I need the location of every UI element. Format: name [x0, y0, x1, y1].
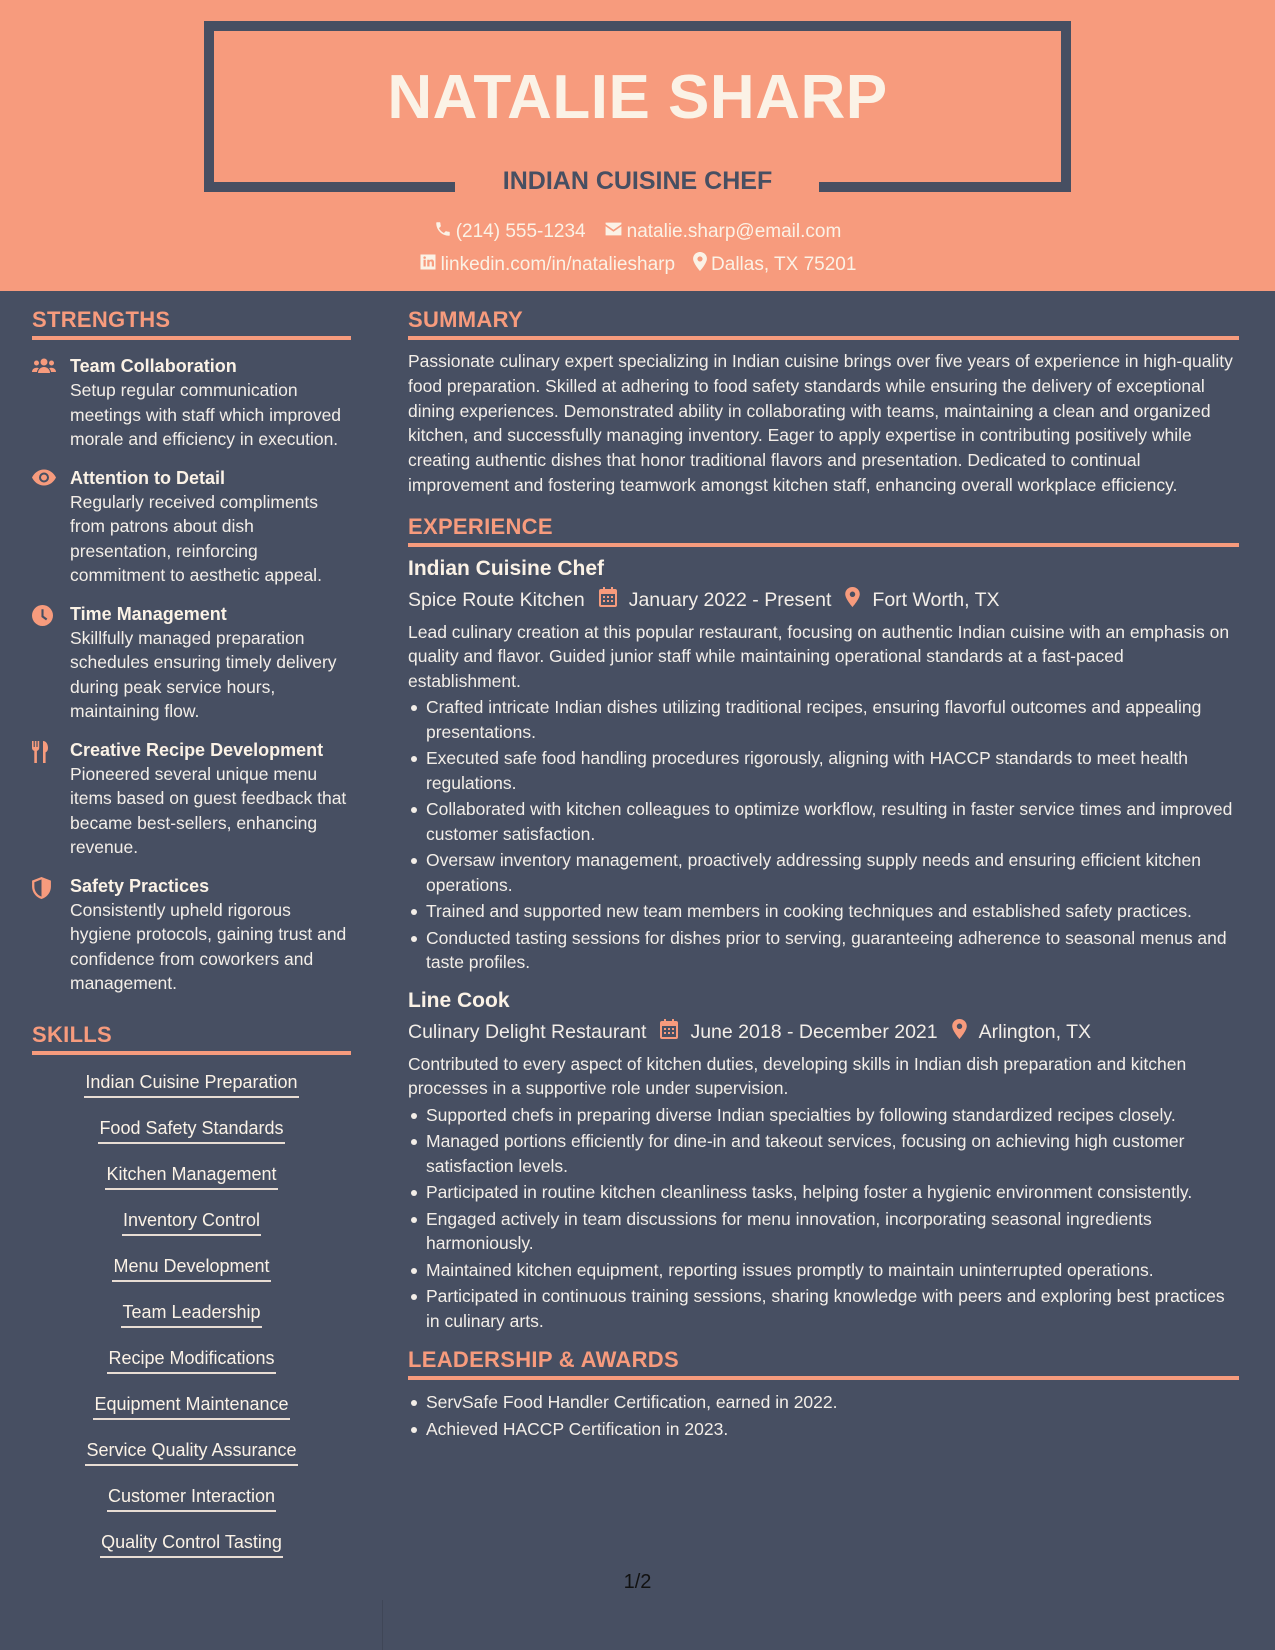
linkedin-text: linkedin.com/in/nataliesharp: [440, 253, 676, 275]
job-description: Contributed to every aspect of kitchen duties, developing skills in Indian dish preparation and kitchen processes in a supportive role under supervision.: [408, 1053, 1187, 1099]
list-item: Maintained kitchen equipment, reporting issues promptly to maintain uninterrupted operations.: [408, 1258, 1239, 1283]
leadership-bullets: [408, 1390, 1239, 1441]
list-item: Crafted intricate Indian dishes utilizing traditional recipes, ensuring flavorful outcomes and appealing presentations.: [408, 695, 1239, 744]
left-column: [32, 307, 351, 1575]
skill-item: Indian Cuisine Preparation: [84, 1069, 298, 1098]
skills-section: [32, 1022, 351, 1575]
contact-linkedin[interactable]: [419, 252, 675, 277]
strength-desc: Consistently upheld rigorous hygiene protocols, gaining trust and confidence from coworkers and management.: [70, 899, 347, 993]
job-dates: January 2022 - Present: [628, 589, 832, 612]
skill-item: Team Leadership: [121, 1299, 261, 1328]
job-company: Culinary Delight Restaurant: [408, 1021, 647, 1044]
utensils-icon: [32, 738, 56, 860]
strength-desc: Pioneered several unique menu items based on guest feedback that became best-sellers, enhancing revenue.: [70, 763, 347, 857]
job-location: Arlington, TX: [978, 1021, 1091, 1044]
strength-title: Creative Recipe Development: [70, 739, 324, 760]
calendar-icon: [585, 587, 629, 615]
job-dates: June 2018 - December 2021: [690, 1021, 938, 1044]
clock-icon: [32, 602, 56, 724]
candidate-name: NATALIE SHARP: [387, 63, 888, 132]
strengths-heading: STRENGTHS: [32, 307, 351, 340]
contact-phone[interactable]: [434, 220, 586, 244]
strengths-list: [32, 354, 351, 996]
list-item: Supported chefs in preparing diverse Indian specialties by following standardized recipes closely.: [408, 1103, 1239, 1128]
skill-item: Equipment Maintenance: [93, 1391, 289, 1420]
list-item: Engaged actively in team discussions for menu innovation, incorporating seasonal ingredients harmoniously.: [408, 1207, 1239, 1256]
contact-location: [693, 252, 856, 277]
leadership-heading: LEADERSHIP & AWARDS: [408, 1347, 1239, 1380]
strength-item: [32, 738, 351, 860]
resume-header: [0, 0, 1275, 291]
job-bullets: [408, 695, 1239, 975]
skill-item: Recipe Modifications: [107, 1345, 275, 1374]
experience-section: [408, 514, 1239, 1334]
job-bullets: [408, 1103, 1239, 1334]
list-item: Managed portions efficiently for dine-in and takeout services, focusing on achieving high customer satisfaction levels.: [408, 1129, 1239, 1178]
linkedin-icon: [419, 253, 437, 277]
job-company: Spice Route Kitchen: [408, 589, 585, 612]
job-description: Lead culinary creation at this popular restaurant, focusing on authentic Indian cuisine with an emphasis on quality and flavor. Guided junior staff while maintaining operational standards at a fast-paced establishment.: [408, 621, 1230, 691]
shield-icon: [32, 874, 56, 996]
eye-icon: [32, 466, 56, 588]
job-role: Indian Cuisine Chef: [408, 556, 605, 580]
skills-heading: SKILLS: [32, 1022, 351, 1055]
list-item: Participated in routine kitchen cleanliness tasks, helping foster a hygienic environment consistently.: [408, 1180, 1239, 1205]
experience-heading: EXPERIENCE: [408, 514, 1239, 547]
users-icon: [32, 354, 56, 452]
job-entry: [408, 555, 1239, 975]
strength-item: [32, 602, 351, 724]
list-item: ServSafe Food Handler Certification, earned in 2022.: [408, 1390, 1239, 1415]
job-meta: [408, 1019, 1239, 1047]
skill-item: Food Safety Standards: [98, 1115, 284, 1144]
right-column: [408, 307, 1239, 1443]
leadership-section: [408, 1347, 1239, 1441]
contact-row-2: [0, 252, 1275, 277]
envelope-icon: [604, 221, 623, 243]
job-role: Line Cook: [408, 988, 510, 1012]
list-item: Participated in continuous training sessions, sharing knowledge with peers and exploring best practices in culinary arts.: [408, 1284, 1239, 1333]
job-meta: [408, 587, 1239, 615]
list-item: Trained and supported new team members in cooking techniques and established safety practices.: [408, 899, 1239, 924]
strength-item: [32, 874, 351, 996]
skill-item: Menu Development: [112, 1253, 270, 1282]
strength-desc: Regularly received compliments from patrons about dish presentation, reinforcing commitment to aesthetic appeal.: [70, 491, 322, 585]
phone-text: (214) 555-1234: [455, 221, 586, 242]
strength-title: Time Management: [70, 603, 227, 624]
strength-title: Attention to Detail: [70, 467, 225, 488]
email-text: natalie.sharp@email.com: [626, 221, 842, 242]
skill-item: Quality Control Tasting: [100, 1529, 283, 1558]
list-item: Achieved HACCP Certification in 2023.: [408, 1417, 1239, 1442]
contact-email[interactable]: [604, 220, 842, 244]
skill-item: Service Quality Assurance: [85, 1437, 297, 1466]
location-text: Dallas, TX 75201: [711, 253, 857, 275]
skill-item: Kitchen Management: [105, 1161, 277, 1190]
skill-item: Inventory Control: [122, 1207, 261, 1236]
strength-title: Team Collaboration: [70, 356, 237, 376]
summary-heading: SUMMARY: [408, 307, 1239, 340]
skills-list: [32, 1069, 351, 1575]
map-pin-icon: [831, 587, 872, 615]
job-location: Fort Worth, TX: [872, 589, 1000, 612]
map-pin-icon: [693, 252, 707, 277]
column-divider: [382, 1600, 383, 1650]
summary-text: Passionate culinary expert specializing in Indian cuisine brings over five years of experience in high-quality food preparation. Skilled at adhering to food safety standards while ensuring the delivery of exceptional dining experiences. Demonstrated ability in collaborating with teams, maintaining a clean and organized kitchen, and successfully managing inventory. Eager to apply expertise in contributing positively while creating authentic dishes that honor traditional flavors and presentation. Dedicated to continual improvement and fostering teamwork amongst kitchen staff, enhancing overall workplace efficiency.: [408, 351, 1233, 495]
list-item: Collaborated with kitchen colleagues to optimize workflow, resulting in faster service times and improved customer satisfaction.: [408, 797, 1239, 846]
list-item: Executed safe food handling procedures rigorously, aligning with HACCP standards to meet health regulations.: [408, 746, 1239, 795]
list-item: Conducted tasting sessions for dishes prior to serving, guaranteeing adherence to seasonal menus and taste profiles.: [408, 926, 1239, 975]
candidate-title: INDIAN CUISINE CHEF: [502, 167, 773, 195]
strength-title: Safety Practices: [70, 875, 210, 896]
job-entry: [408, 987, 1239, 1334]
list-item: Oversaw inventory management, proactively addressing supply needs and ensuring efficient kitchen operations.: [408, 848, 1239, 897]
contact-row-1: [0, 220, 1275, 244]
phone-icon: [434, 220, 452, 244]
strength-desc: Skillfully managed preparation schedules ensuring timely delivery during peak service hours, maintaining flow.: [70, 627, 337, 721]
strength-item: [32, 466, 351, 588]
strength-desc: Setup regular communication meetings with staff which improved morale and efficiency in execution.: [70, 380, 342, 449]
skill-item: Customer Interaction: [107, 1483, 276, 1512]
map-pin-icon: [938, 1019, 979, 1047]
strength-item: [32, 354, 351, 452]
page-number: 1/2: [623, 1571, 652, 1593]
calendar-icon: [646, 1019, 690, 1047]
